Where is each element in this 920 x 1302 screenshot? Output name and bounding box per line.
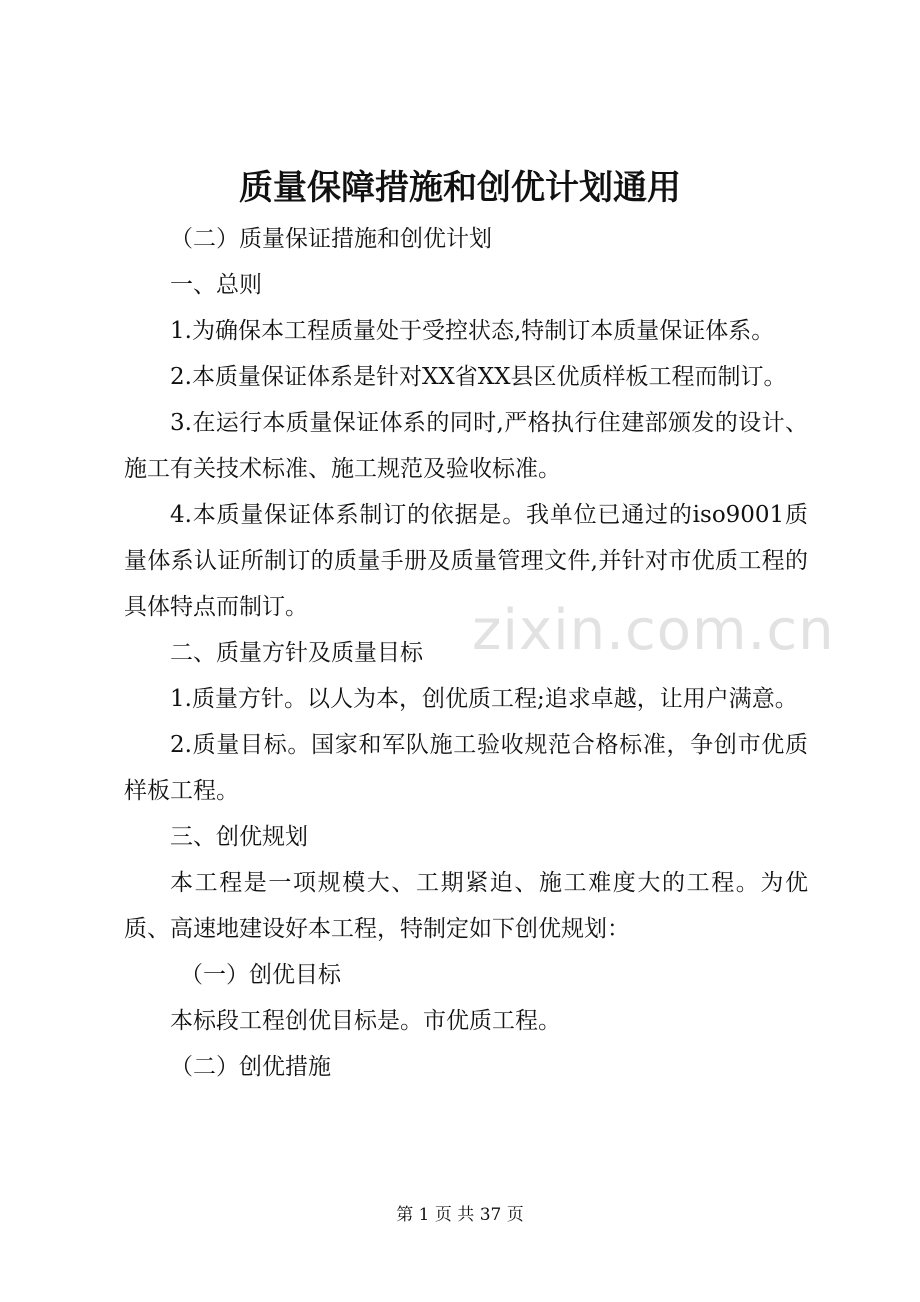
paragraph-section-heading: （二）质量保证措施和创优计划 xyxy=(170,226,492,252)
paragraph-item-2: 2.本质量保证体系是针对XX省XX县区优质样板工程而制订。 xyxy=(170,364,787,390)
paragraph-general-heading: 一、总则 xyxy=(170,272,262,298)
paragraph-measures-heading: （二）创优措施 xyxy=(170,1054,331,1080)
paragraph-target-heading: （一）创优目标 xyxy=(180,962,341,988)
watermark: zixin.com.cn xyxy=(472,598,835,663)
paragraph-item-4: 4.本质量保证体系制订的依据是。我单位已通过的iso9001质量体系认证所制订的质量手册及质量管理文件,并针对市优质工程的具体特点而制订。 xyxy=(124,502,808,620)
paragraph-plan-heading: 三、创优规划 xyxy=(170,824,308,850)
paragraph-target: 本标段工程创优目标是。市优质工程。 xyxy=(170,1008,561,1034)
document-title: 质量保障措施和创优计划通用 xyxy=(239,168,681,208)
paragraph-item-3: 3.在运行本质量保证体系的同时,严格执行住建部颁发的设计、施工有关技术标准、施工规范及验收标准。 xyxy=(124,410,808,482)
page-footer: 第 1 页 共 37 页 xyxy=(396,1205,524,1225)
paragraph-goal: 2.质量目标。国家和军队施工验收规范合格标准，争创市优质样板工程。 xyxy=(124,732,808,804)
paragraph-policy-heading: 二、质量方针及质量目标 xyxy=(170,640,423,666)
document-body xyxy=(124,216,808,1090)
paragraph-item-1: 1.为确保本工程质量处于受控状态,特制订本质量保证体系。 xyxy=(170,318,775,344)
paragraph-policy: 1.质量方针。以人为本，创优质工程;追求卓越，让用户满意。 xyxy=(170,686,798,712)
paragraph-plan-intro: 本工程是一项规模大、工期紧迫、施工难度大的工程。为优质、高速地建设好本工程，特制定如下创优规划： xyxy=(124,870,808,942)
